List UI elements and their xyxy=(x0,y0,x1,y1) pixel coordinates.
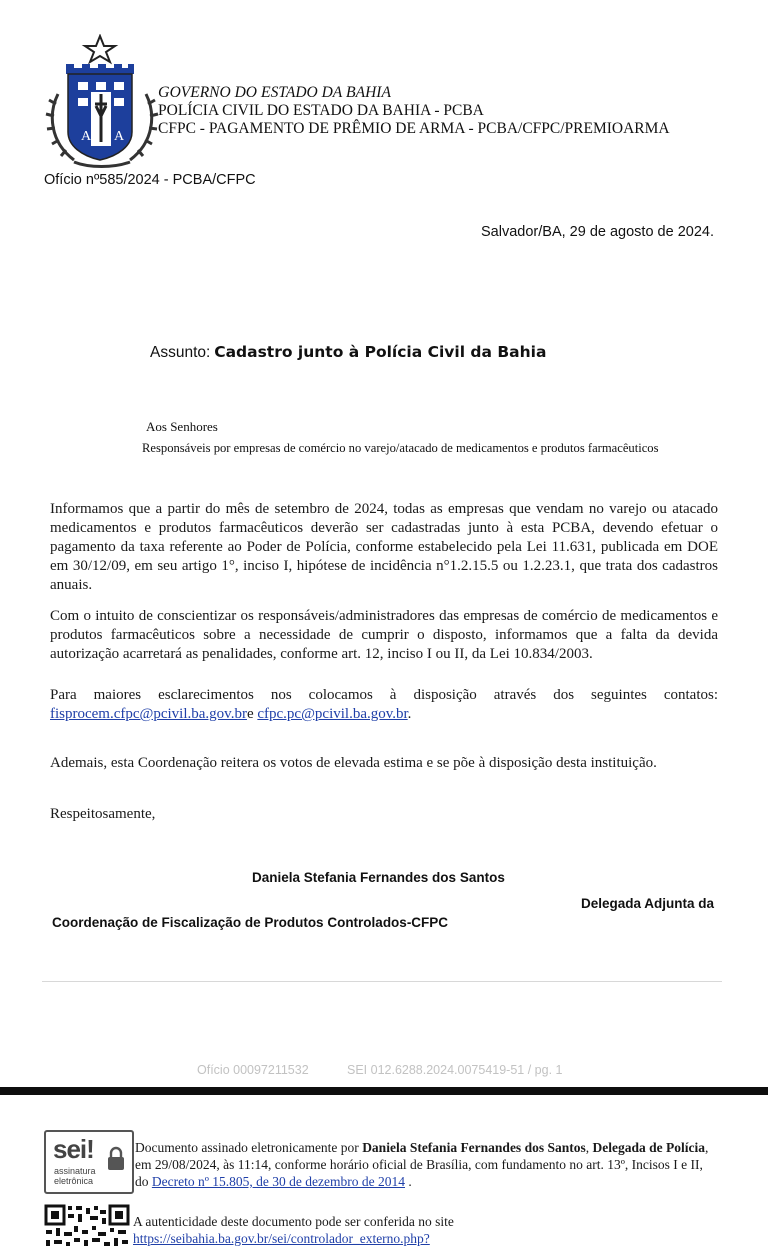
divider xyxy=(42,981,722,982)
svg-text:A: A xyxy=(114,129,125,144)
authenticity-url-link[interactable]: https://seibahia.ba.gov.br/sei/controlador_externo.php? xyxy=(133,1231,430,1246)
paragraph-2: Com o intuito de conscientizar os responsáveis/administradores das empresas de comércio de medicamentos e produtos farmacêuticos sobre a necessidade de cumprir o disposto, informamos que a falta da devida autorização acarretará as penalidades, conforme art. 12, inciso I ou II, da Lei 10.834/2003. xyxy=(50,608,718,662)
authenticity-text: A autenticidade deste documento pode ser conferida no site xyxy=(133,1214,454,1229)
email-link-cfpc[interactable]: cfpc.pc@pcivil.ba.gov.br xyxy=(257,706,408,722)
contacts-line: fisprocem.cfpc@pcivil.ba.gov.bre cfpc.pc@pcivil.ba.gov.br. xyxy=(50,706,412,722)
signer-unit: Coordenação de Fiscalização de Produtos Controlados-CFPC xyxy=(52,915,449,930)
header-government: GOVERNO DO ESTADO DA BAHIA xyxy=(158,84,391,101)
subject-text: Cadastro junto à Polícia Civil da Bahia xyxy=(214,343,547,361)
paragraph-1: Informamos que a partir do mês de setembro de 2024, todas as empresas que vendam no varejo ou atacado medicamentos e produtos farmacêuticos deverão ser cadastradas junto à esta PCBA, devendo efetuar o pagamento da taxa referente ao Poder de Polícia, conforme estabelecido pela Lei 11.631, publicada em DOE em 30/12/09, em seu artigo 1°, inciso I, hipótese de incidência n°1.2.15.5 ou 1.2.23.1, que trata dos cadastros anuais. xyxy=(50,501,718,593)
signer-role: Delegada Adjunta da xyxy=(580,896,714,911)
sei-logo: sei! assinatura eletrônica xyxy=(44,1130,134,1194)
header-department: CFPC - PAGAMENTO DE PRÊMIO DE ARMA - PCBA/CFPC/PREMIOARMA xyxy=(158,120,670,137)
page-break-bar xyxy=(0,1087,768,1095)
letter-subject xyxy=(150,343,546,362)
svg-text:A: A xyxy=(81,129,92,144)
paragraph-3 xyxy=(50,686,718,724)
addressee-description: Responsáveis por empresas de comércio no varejo/atacado de medicamentos e produtos farmacêuticos xyxy=(142,441,659,455)
bahia-coat-of-arms-icon xyxy=(44,34,160,170)
qr-code-icon xyxy=(44,1204,130,1248)
signer-name: Daniela Stefania Fernandes dos Santos xyxy=(252,870,505,885)
addressee-greeting: Aos Senhores xyxy=(146,419,218,434)
letter-date: Salvador/BA, 29 de agosto de 2024. xyxy=(481,224,714,240)
contacts-intro: Para maiores esclarecimentos nos colocamos à disposição através dos seguintes contatos: xyxy=(50,687,718,703)
header-police: POLÍCIA CIVIL DO ESTADO DA BAHIA - PCBA xyxy=(158,102,484,119)
lock-icon xyxy=(106,1146,126,1172)
letter-reference: Ofício nº585/2024 - PCBA/CFPC xyxy=(44,172,256,188)
footer-sei-ref: SEI 012.6288.2024.0075419-51 / pg. 1 xyxy=(347,1063,563,1077)
closing: Respeitosamente, xyxy=(50,806,156,822)
subject-label: Assunto: xyxy=(150,344,211,361)
footer-oficio-id: Ofício 00097211532 xyxy=(197,1063,309,1077)
paragraph-4: Ademais, esta Coordenação reitera os votos de elevada estima e se põe à disposição desta instituição. xyxy=(50,755,657,771)
email-link-fisprocem[interactable]: fisprocem.cfpc@pcivil.ba.gov.br xyxy=(50,706,247,722)
signature-statement: Documento assinado eletronicamente por Daniela Stefania Fernandes dos Santos, Delegada de Polícia, em 29/08/2024, às 11:14, conforme horário oficial de Brasília, com fundamento no art. 13º, Incisos I e II, do Decreto nº 15.805, de 30 de dezembro de 2014 . xyxy=(135,1140,709,1189)
decree-link[interactable]: Decreto nº 15.805, de 30 de dezembro de 2014 xyxy=(151,1174,405,1189)
